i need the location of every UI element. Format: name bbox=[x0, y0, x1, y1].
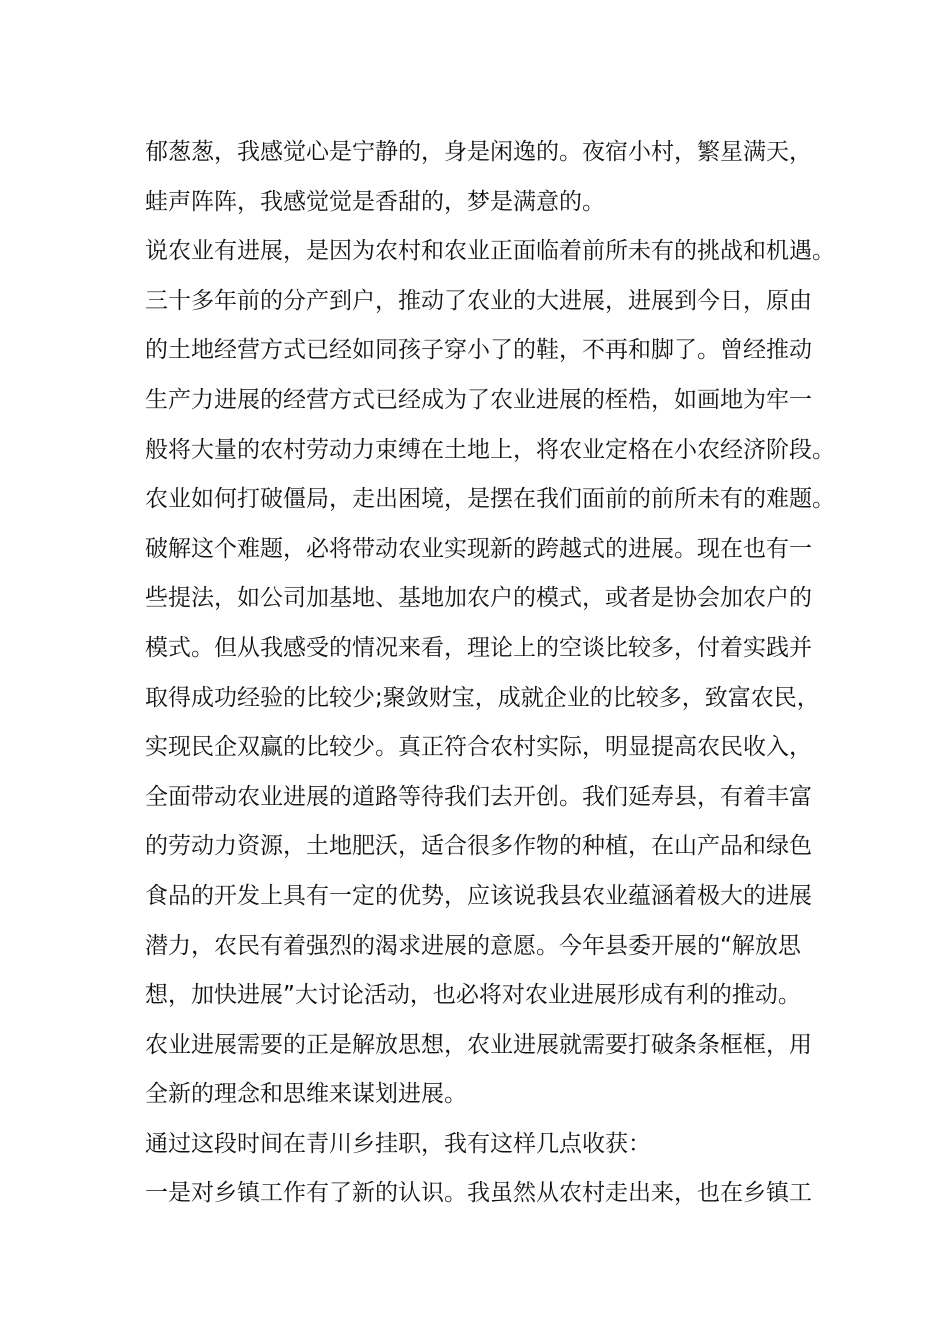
text-line: 郁葱葱，我感觉心是宁静的，身是闲逸的。夜宿小村，繁星满天， bbox=[145, 139, 812, 165]
text-line: 食品的开发上具有一定的优势，应该说我县农业蕴涵着极大的进展 bbox=[145, 882, 812, 909]
text-line: 潜力，农民有着强烈的渴求进展的意愿。今年县委开展的“解放思 bbox=[145, 932, 801, 959]
text-line: 农业进展需要的正是解放思想，农业进展就需要打破条条框框，用 bbox=[145, 1031, 812, 1058]
text-line: 想，加快进展”大讨论活动，也必将对农业进展形成有利的推动。 bbox=[145, 982, 801, 1009]
text-line: 一是对乡镇工作有了新的认识。我虽然从农村走出来，也在乡镇工 bbox=[145, 1180, 812, 1207]
text-line: 的土地经营方式已经如同孩子穿小了的鞋，不再和脚了。曾经推动 bbox=[145, 337, 812, 364]
text-line: 蛙声阵阵，我感觉觉是香甜的，梦是满意的。 bbox=[145, 188, 605, 215]
text-line: 模式。但从我感受的情况来看，理论上的空谈比较多，付着实践并 bbox=[145, 634, 812, 661]
body-text bbox=[145, 128, 845, 1219]
text-line: 全面带动农业进展的道路等待我们去开创。我们延寿县，有着丰富 bbox=[145, 783, 812, 810]
text-line: 通过这段时间在青川乡挂职，我有这样几点收获： bbox=[145, 1130, 651, 1157]
text-line: 说农业有进展，是因为农村和农业正面临着前所未有的挑战和机遇。 bbox=[145, 238, 835, 265]
text-line: 破解这个难题，必将带动农业实现新的跨越式的进展。现在也有一 bbox=[145, 535, 812, 562]
text-line: 实现民企双赢的比较少。真正符合农村实际，明显提高农民收入， bbox=[145, 734, 812, 761]
text-line: 取得成功经验的比较少;聚敛财宝，成就企业的比较多，致富农民， bbox=[145, 684, 820, 711]
text-line: 三十多年前的分产到户，推动了农业的大进展，进展到今日，原由 bbox=[145, 287, 812, 314]
text-line: 农业如何打破僵局，走出困境，是摆在我们面前的前所未有的难题。 bbox=[145, 486, 835, 513]
text-line: 的劳动力资源，土地肥沃，适合很多作物的种植，在山产品和绿色 bbox=[145, 833, 812, 860]
text-line: 般将大量的农村劳动力束缚在土地上，将农业定格在小农经济阶段。 bbox=[145, 436, 835, 463]
text-line: 生产力进展的经营方式已经成为了农业进展的桎梏，如画地为牢一 bbox=[145, 386, 812, 413]
text-line: 全新的理念和思维来谋划进展。 bbox=[145, 1081, 467, 1108]
text-line: 些提法，如公司加基地、基地加农户的模式，或者是协会加农户的 bbox=[145, 585, 812, 612]
